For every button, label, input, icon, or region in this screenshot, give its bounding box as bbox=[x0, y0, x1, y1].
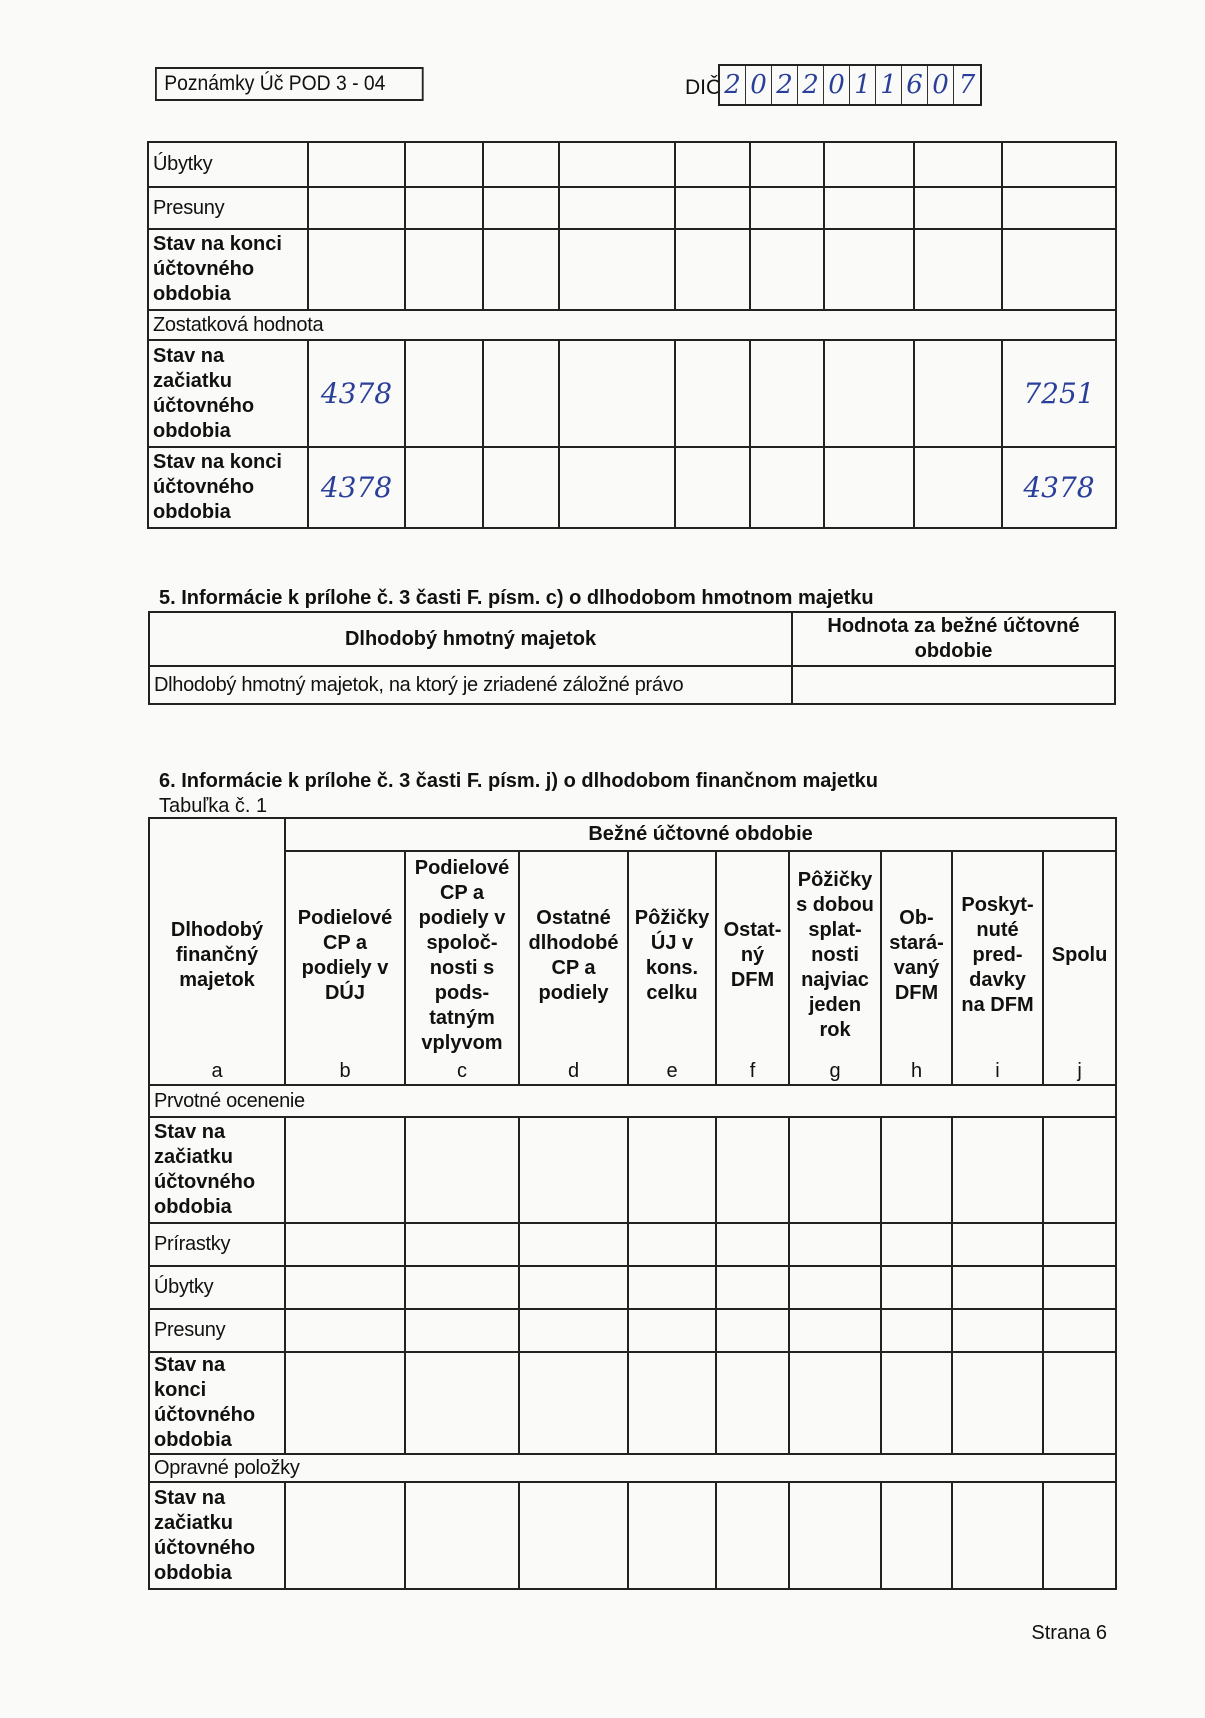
column-header: Hodnota za bežné účtovné obdobie bbox=[792, 612, 1115, 666]
period-header: Bežné účtovné obdobie bbox=[285, 818, 1116, 851]
table-row bbox=[149, 1085, 1116, 1117]
column-header: Poskyt-nuté pred-davky na DFM bbox=[952, 851, 1043, 1059]
column-header: Spolu bbox=[1043, 851, 1116, 1059]
row-label: Stav na konci účtovného obdobia bbox=[149, 1352, 285, 1454]
column-header: Ostat-ný DFM bbox=[716, 851, 789, 1059]
dic-digit: 1 bbox=[850, 66, 876, 104]
section-label: Prvotné ocenenie bbox=[149, 1085, 1116, 1117]
page-number: Strana 6 bbox=[1031, 1622, 1107, 1644]
table-row bbox=[149, 1117, 1116, 1223]
row-label: Presuny bbox=[148, 187, 308, 229]
column-header: Podielové CP a podiely v spoloč-nosti s pods-tatným vplyvom bbox=[405, 851, 519, 1059]
dic-digit: 0 bbox=[746, 66, 772, 104]
column-header: Dlhodobý finančný majetok bbox=[149, 851, 285, 1059]
table-row bbox=[149, 1223, 1116, 1266]
table-row bbox=[149, 1266, 1116, 1309]
value-cell: 4378 bbox=[1002, 447, 1116, 528]
row-label: Úbytky bbox=[149, 1266, 285, 1309]
dic-field bbox=[718, 64, 982, 106]
column-letter: h bbox=[881, 1059, 952, 1085]
value-cell: 4378 bbox=[308, 340, 405, 447]
dic-digit: 6 bbox=[902, 66, 928, 104]
dic-digit: 1 bbox=[876, 66, 902, 104]
column-header: Pôžičky s dobou splat-nosti najviac jeden rok bbox=[789, 851, 881, 1059]
row-label: Stav na konci účtovného obdobia bbox=[148, 447, 308, 528]
table-row bbox=[148, 447, 1116, 528]
dic-digit: 0 bbox=[824, 66, 850, 104]
row-label: Presuny bbox=[149, 1309, 285, 1352]
dhm-table-continued bbox=[147, 141, 1117, 529]
table-row bbox=[148, 229, 1116, 310]
row-label: Prírastky bbox=[149, 1223, 285, 1266]
row-label: Stav na konci účtovného obdobia bbox=[148, 229, 308, 310]
row-label: Stav na začiatku účtovného obdobia bbox=[148, 340, 308, 447]
column-header: Ostatné dlhodobé CP a podiely bbox=[519, 851, 628, 1059]
table-header-row bbox=[149, 851, 1116, 1059]
section-5-title: 5. Informácie k prílohe č. 3 časti F. písm. c) o dlhodobom hmotnom majetku bbox=[159, 587, 874, 609]
row-label: Stav na začiatku účtovného obdobia bbox=[149, 1482, 285, 1589]
table-header-row bbox=[149, 818, 1116, 851]
dic-digit: 2 bbox=[798, 66, 824, 104]
value-cell: 4378 bbox=[308, 447, 405, 528]
table-row bbox=[149, 1352, 1116, 1454]
section-label: Opravné položky bbox=[149, 1454, 1116, 1482]
dic-digit: 7 bbox=[958, 70, 976, 100]
column-header: Podielové CP a podiely v DÚJ bbox=[285, 851, 405, 1059]
section-5-table bbox=[148, 611, 1116, 705]
row-label: Dlhodobý hmotný majetok, na ktorý je zriadené záložné právo bbox=[149, 666, 792, 704]
table-row bbox=[148, 340, 1116, 447]
table-row bbox=[148, 142, 1116, 187]
table-header-row bbox=[149, 612, 1115, 666]
form-label: Poznámky Úč POD 3 - 04 bbox=[155, 67, 424, 101]
column-letter-row bbox=[149, 1059, 1116, 1085]
section-6-table bbox=[148, 817, 1117, 1590]
column-letter: d bbox=[519, 1059, 628, 1085]
dic-digit: 0 bbox=[928, 66, 954, 104]
row-label: Stav na začiatku účtovného obdobia bbox=[149, 1117, 285, 1223]
table-row bbox=[149, 1309, 1116, 1352]
column-letter: e bbox=[628, 1059, 716, 1085]
section-label: Zostatková hodnota bbox=[148, 310, 1116, 340]
table-caption: Tabuľka č. 1 bbox=[159, 795, 268, 817]
column-letter: i bbox=[952, 1059, 1043, 1085]
column-letter: j bbox=[1043, 1059, 1116, 1085]
table-row bbox=[149, 1454, 1116, 1482]
table-row bbox=[148, 187, 1116, 229]
dic-digit: 2 bbox=[772, 66, 798, 104]
row-label: Úbytky bbox=[148, 142, 308, 187]
table-row bbox=[148, 310, 1116, 340]
section-6-title: 6. Informácie k prílohe č. 3 časti F. písm. j) o dlhodobom finančnom majetku bbox=[159, 770, 879, 792]
table-row bbox=[149, 666, 1115, 704]
value-cell: 7251 bbox=[1002, 340, 1116, 447]
column-letter: g bbox=[789, 1059, 881, 1085]
column-header: Dlhodobý hmotný majetok bbox=[149, 612, 792, 666]
table-row bbox=[149, 1482, 1116, 1589]
column-letter: b bbox=[285, 1059, 405, 1085]
dic-label: DIČ bbox=[685, 76, 722, 99]
column-letter: c bbox=[405, 1059, 519, 1085]
column-letter: f bbox=[716, 1059, 789, 1085]
column-header: Ob-stará-vaný DFM bbox=[881, 851, 952, 1059]
column-header: Pôžičky ÚJ v kons. celku bbox=[628, 851, 716, 1059]
column-letter: a bbox=[149, 1059, 285, 1085]
dic-digit: 2 bbox=[720, 66, 746, 104]
